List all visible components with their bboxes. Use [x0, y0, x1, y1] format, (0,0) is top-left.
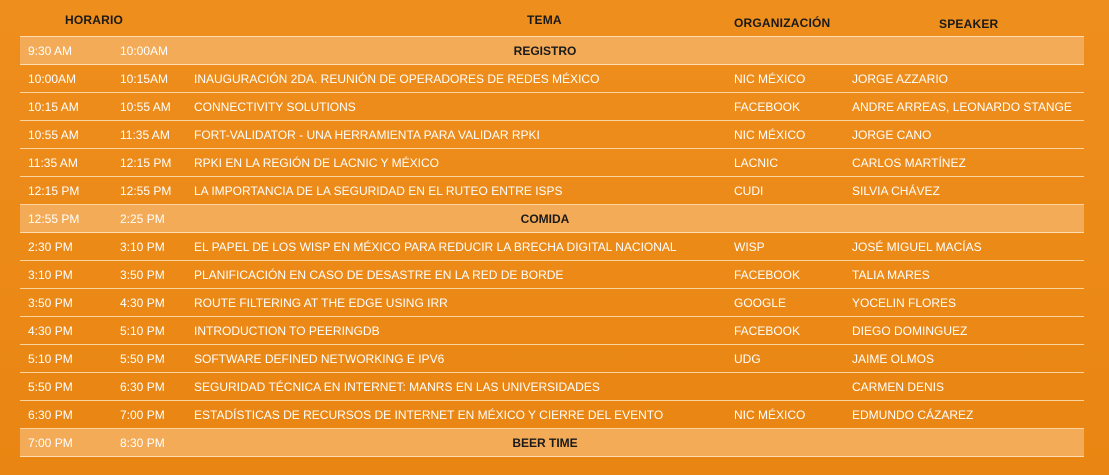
end-time: 2:25 PM [120, 212, 165, 226]
start-time: 4:30 PM [28, 324, 73, 338]
organization: GOOGLE [734, 296, 787, 310]
speaker-name: EDMUNDO CÁZAREZ [852, 408, 974, 422]
end-time: 5:10 PM [120, 324, 165, 338]
speaker-name: CARLOS MARTÍNEZ [852, 156, 966, 170]
session-topic: LA IMPORTANCIA DE LA SEGURIDAD EN EL RUTEO ENTRE ISPS [194, 184, 563, 198]
end-time: 12:55 PM [120, 184, 172, 198]
schedule-row [20, 149, 1084, 177]
start-time: 10:00AM [28, 72, 77, 86]
end-time: 11:35 AM [120, 128, 170, 142]
schedule-row [20, 401, 1084, 429]
organization: NIC MÉXICO [734, 72, 806, 86]
schedule-break-row [20, 36, 1084, 65]
end-time: 10:55 AM [120, 100, 171, 114]
organization: NIC MÉXICO [734, 408, 806, 422]
break-title: COMIDA [520, 212, 570, 226]
schedule-row [20, 233, 1084, 261]
schedule-row [20, 261, 1084, 289]
schedule-break-row [20, 429, 1084, 457]
start-time: 5:10 PM [28, 352, 73, 366]
session-topic: SEGURIDAD TÉCNICA EN INTERNET: MANRS EN LAS UNIVERSIDADES [194, 380, 600, 394]
speaker-name: JAIME OLMOS [852, 352, 935, 366]
end-time: 3:50 PM [120, 268, 165, 282]
break-title: BEER TIME [512, 436, 578, 450]
start-time: 10:55 AM [28, 128, 79, 142]
session-topic: CONNECTIVITY SOLUTIONS [194, 100, 356, 114]
header-speaker: SPEAKER [939, 17, 999, 31]
organization: FACEBOOK [734, 100, 801, 114]
schedule-row [20, 345, 1084, 373]
speaker-name: TALIA MARES [852, 268, 930, 282]
header-organizacion: ORGANIZACIÓN [734, 16, 831, 30]
session-topic: RPKI EN LA REGIÓN DE LACNIC Y MÉXICO [194, 156, 439, 170]
start-time: 9:30 AM [28, 44, 73, 58]
schedule-table [20, 36, 1084, 457]
start-time: 11:35 AM [28, 156, 78, 170]
speaker-name: DIEGO DOMINGUEZ [852, 324, 968, 338]
end-time: 3:10 PM [120, 240, 165, 254]
end-time: 5:50 PM [120, 352, 165, 366]
session-topic: PLANIFICACIÓN EN CASO DE DESASTRE EN LA RED DE BORDE [194, 268, 564, 282]
start-time: 5:50 PM [28, 380, 73, 394]
organization: CUDI [734, 184, 764, 198]
organization: UDG [734, 352, 761, 366]
speaker-name: JORGE AZZARIO [852, 72, 949, 86]
schedule-break-row [20, 205, 1084, 233]
schedule-row [20, 289, 1084, 317]
speaker-name: CARMEN DENIS [852, 380, 945, 394]
header-horario: HORARIO [65, 13, 124, 27]
end-time: 8:30 PM [120, 436, 165, 450]
header-tema: TEMA [527, 13, 562, 27]
start-time: 2:30 PM [28, 240, 73, 254]
organization: WISP [734, 240, 765, 254]
organization: NIC MÉXICO [734, 128, 806, 142]
schedule-row [20, 373, 1084, 401]
schedule-row [20, 65, 1084, 93]
start-time: 12:55 PM [28, 212, 80, 226]
session-topic: INTRODUCTION TO PEERINGDB [194, 324, 380, 338]
speaker-name: ANDRE ARREAS, LEONARDO STANGE [852, 100, 1072, 114]
organization: LACNIC [734, 156, 779, 170]
session-topic: EL PAPEL DE LOS WISP EN MÉXICO PARA REDUCIR LA BRECHA DIGITAL NACIONAL [194, 240, 677, 254]
schedule-row [20, 317, 1084, 345]
end-time: 12:15 PM [120, 156, 172, 170]
end-time: 10:15AM [120, 72, 169, 86]
start-time: 3:50 PM [28, 296, 73, 310]
session-topic: ROUTE FILTERING AT THE EDGE USING IRR [194, 296, 448, 310]
schedule-row [20, 177, 1084, 205]
end-time: 6:30 PM [120, 380, 165, 394]
speaker-name: JORGE CANO [852, 128, 932, 142]
end-time: 4:30 PM [120, 296, 165, 310]
session-topic: ESTADÍSTICAS DE RECURSOS DE INTERNET EN MÉXICO Y CIERRE DEL EVENTO [194, 408, 664, 422]
session-topic: SOFTWARE DEFINED NETWORKING E IPV6 [194, 352, 445, 366]
session-topic: INAUGURACIÓN 2DA. REUNIÓN DE OPERADORES DE REDES MÉXICO [194, 72, 600, 86]
speaker-name: YOCELIN FLORES [852, 296, 957, 310]
table-header [0, 0, 1109, 36]
start-time: 12:15 PM [28, 184, 80, 198]
start-time: 3:10 PM [28, 268, 73, 282]
end-time: 7:00 PM [120, 408, 165, 422]
start-time: 10:15 AM [28, 100, 79, 114]
end-time: 10:00AM [120, 44, 169, 58]
start-time: 6:30 PM [28, 408, 73, 422]
organization: FACEBOOK [734, 324, 801, 338]
break-title: REGISTRO [513, 44, 577, 58]
organization: FACEBOOK [734, 268, 801, 282]
schedule-row [20, 121, 1084, 149]
start-time: 7:00 PM [28, 436, 73, 450]
schedule-row [20, 93, 1084, 121]
session-topic: FORT-VALIDATOR - UNA HERRAMIENTA PARA VALIDAR RPKI [194, 128, 540, 142]
speaker-name: JOSÉ MIGUEL MACÍAS [852, 240, 982, 254]
speaker-name: SILVIA CHÁVEZ [852, 184, 940, 198]
